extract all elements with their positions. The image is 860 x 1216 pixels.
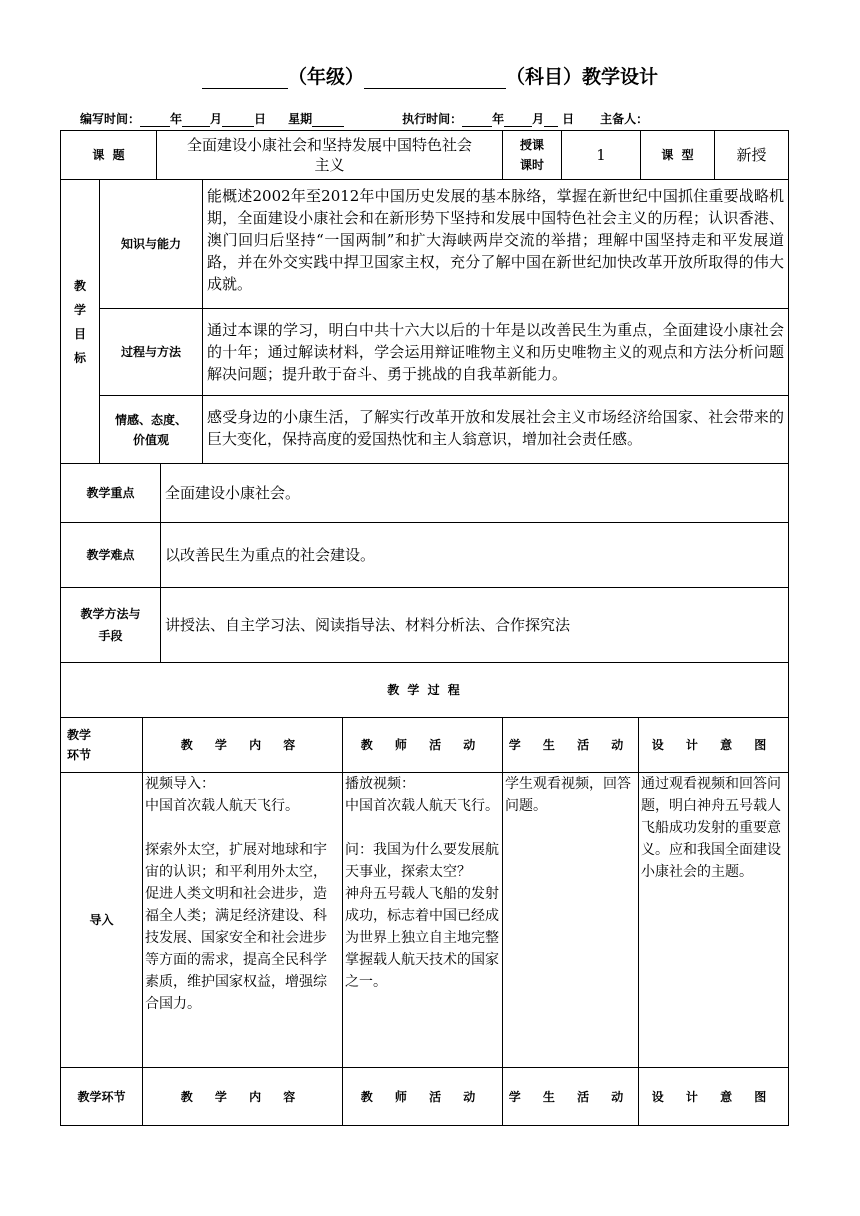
intro-student: 学生观看视频，回答问题。 xyxy=(502,772,639,1068)
student-header-repeat: 学 生 活 动 xyxy=(502,1067,639,1126)
process-method-label: 过程与方法 xyxy=(99,308,203,396)
grade-blank xyxy=(202,68,288,89)
objectives-label: 教 学 目 标 xyxy=(60,179,100,464)
emotion-text: 感受身边的小康生活，了解实行改革开放和发展社会主义市场经济给国家、社会带来的巨大变化，保持高度的爱国热忱和主人翁意识，增加社会责任感。 xyxy=(202,395,789,464)
intent-header: 设 计 意 图 xyxy=(638,717,789,773)
preparer-label: 主备人： xyxy=(600,112,649,126)
key-point-label: 教学重点 xyxy=(60,463,161,523)
content-header: 教 学 内 容 xyxy=(142,717,343,773)
emotion-label: 情感、态度、 价值观 xyxy=(99,395,203,464)
exec-time-label: 执行时间： xyxy=(402,112,463,126)
write-time-label: 编写时间： xyxy=(80,112,141,126)
stage-header: 教学 环节 xyxy=(60,717,143,773)
intro-teacher: 播放视频： 中国首次载人航天飞行。 问：我国为什么要发展航天事业，探索太空？ 神舟五号载人飞船的发射成功，标志着中国已经成为世界上独立自主地完整掌握载人航天技术的国家之一。 xyxy=(342,772,503,1068)
intro-content: 视频导入： 中国首次载人航天飞行。 探索外太空，扩展对地球和宇宙的认识；和平利用外太空，促进人类文明和社会进步，造福全人类；满足经济建设、科技发展、国家安全和社会进步等方面的需求，提高全民科学素质，维护国家权益，增强综合国力。 xyxy=(142,772,343,1068)
hours-value: 1 xyxy=(561,130,641,180)
stage-intro: 导入 xyxy=(60,772,143,1068)
type-value: 新授 xyxy=(714,130,789,180)
topic-value: 全面建设小康社会和坚持发展中国特色社会 主义 xyxy=(156,130,503,180)
key-point-text: 全面建设小康社会。 xyxy=(160,463,789,523)
intent-header-repeat: 设 计 意 图 xyxy=(638,1067,789,1126)
page-title xyxy=(0,62,860,89)
knowledge-text: 能概述2002年至2012年中国历史发展的基本脉络，掌握在新世纪中国抓住重要战略机期，全面建设小康社会和在新形势下坚持和发展中国特色社会主义的历程；认识香港、澳门回归后坚持“一国两制”和扩大海峡两岸交流的举措；理解中国坚持走和平发展道路，并在外交实践中捍卫国家主权，充分了解中国在新世纪加快改革开放所取得的伟大成就。 xyxy=(202,179,789,309)
hours-label: 授课 课时 xyxy=(502,130,562,180)
grade-label: （年级） xyxy=(287,66,364,88)
teacher-header-repeat: 教 师 活 动 xyxy=(342,1067,503,1126)
knowledge-label: 知识与能力 xyxy=(99,179,203,309)
student-header: 学 生 活 动 xyxy=(502,717,639,773)
content-header-repeat: 教 学 内 容 xyxy=(142,1067,343,1126)
meta-line: 编写时间： 年 月 日 星期 执行时间： 年 月 日 主备人： xyxy=(80,112,649,126)
teacher-header: 教 师 活 动 xyxy=(342,717,503,773)
difficulty-label: 教学难点 xyxy=(60,522,161,588)
stage-header-repeat: 教学环节 xyxy=(60,1067,143,1126)
intro-intent: 通过观看视频和回答问题，明白神舟五号载人飞船成功发射的重要意义。应和我国全面建设小康社会的主题。 xyxy=(638,772,789,1068)
subject-blank xyxy=(364,68,506,89)
process-title: 教 学 过 程 xyxy=(60,662,789,718)
methods-text: 讲授法、自主学习法、阅读指导法、材料分析法、合作探究法 xyxy=(160,587,789,663)
weekday-label: 星期 xyxy=(288,112,313,126)
process-method-text: 通过本课的学习，明白中共十六大以后的十年是以改善民生为重点，全面建设小康社会的十年；通过解读材料，学会运用辩证唯物主义和历史唯物主义的观点和方法分析问题解决问题；提升敢于奋斗、勇于挑战的自我革新能力。 xyxy=(202,308,789,396)
type-label: 课 型 xyxy=(640,130,715,180)
topic-label: 课 题 xyxy=(60,130,157,180)
methods-label: 教学方法与 手段 xyxy=(60,587,161,663)
subject-label: （科目）教学设计 xyxy=(506,66,659,88)
difficulty-text: 以改善民生为重点的社会建设。 xyxy=(160,522,789,588)
